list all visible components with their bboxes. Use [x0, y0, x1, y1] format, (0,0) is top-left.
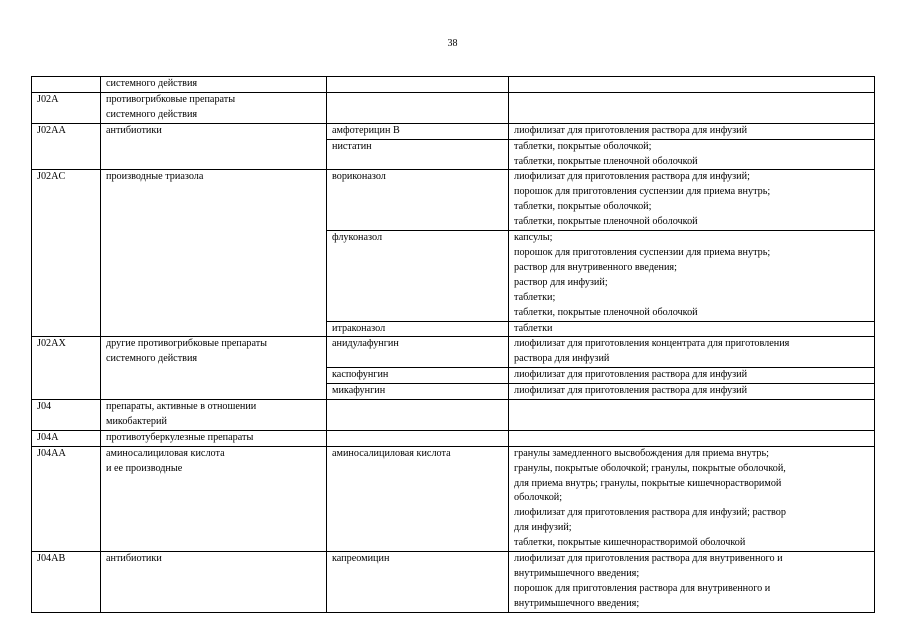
- cell-text-line: J04AA: [37, 447, 66, 459]
- atc-code-cell: [32, 77, 101, 93]
- cell-text-line: системного действия: [106, 353, 198, 365]
- drug-name-cell: [327, 139, 509, 170]
- table-row: [32, 552, 875, 613]
- atc-code-cell: [32, 337, 101, 400]
- table-row: [32, 337, 875, 368]
- cell-text-line: флуконазол: [332, 232, 383, 244]
- cell-text-line: лиофилизат для приготовления концентрата для приготовления: [514, 338, 790, 350]
- group-name-cell: [101, 77, 327, 93]
- group-name-cell: [101, 92, 327, 123]
- drug-name-cell: [327, 430, 509, 446]
- cell-text-line: раствор для внутривенного введения;: [514, 261, 677, 273]
- atc-code-cell: [32, 400, 101, 431]
- cell-text-line: J04A: [37, 431, 59, 443]
- group-name-cell: [101, 170, 327, 337]
- cell-text-line: лиофилизат для приготовления раствора для инфузий: [514, 124, 748, 136]
- table-row: [32, 92, 875, 123]
- cell-text-line: препараты, активные в отношении: [106, 401, 257, 413]
- cell-text-line: оболочкой;: [514, 492, 563, 504]
- table-row: [32, 430, 875, 446]
- table-row: [32, 170, 875, 231]
- cell-text-line: аминосалициловая кислота: [106, 447, 225, 459]
- cell-text-line: J04: [37, 401, 52, 413]
- cell-text-line: лиофилизат для приготовления раствора для инфузий;: [514, 171, 750, 183]
- cell-text-line: каспофунгин: [332, 369, 389, 381]
- cell-text-line: внутримышечного введения;: [514, 597, 640, 609]
- drug-name-cell: [327, 446, 509, 551]
- drug-name-cell: [327, 170, 509, 231]
- cell-text-line: анидулафунгин: [332, 338, 399, 350]
- cell-text-line: таблетки, покрытые оболочкой;: [514, 140, 652, 152]
- cell-text-line: [332, 77, 502, 92]
- cell-text-line: лиофилизат для приготовления раствора для инфузий: [514, 369, 748, 381]
- dosage-form-cell: [509, 368, 875, 384]
- table-row: [32, 77, 875, 93]
- cell-text-line: нистатин: [332, 140, 372, 152]
- cell-text-line: таблетки;: [514, 291, 556, 303]
- group-name-cell: [101, 446, 327, 551]
- cell-text-line: раствора для инфузий: [514, 353, 610, 365]
- cell-text-line: для инфузий;: [514, 522, 572, 534]
- cell-text-line: антибиотики: [106, 553, 162, 565]
- table-row: [32, 123, 875, 139]
- dosage-form-cell: [509, 231, 875, 321]
- table-body: [32, 77, 875, 613]
- cell-text-line: таблетки, покрытые пленочной оболочкой: [514, 216, 698, 228]
- cell-text-line: [514, 77, 868, 92]
- cell-text-line: вориконазол: [332, 171, 386, 183]
- table-row: [32, 446, 875, 551]
- cell-text-line: лиофилизат для приготовления раствора для внутривенного и: [514, 553, 783, 565]
- dosage-form-cell: [509, 337, 875, 368]
- page-number: 38: [447, 38, 458, 49]
- cell-text-line: таблетки, покрытые оболочкой;: [514, 201, 652, 213]
- cell-text-line: J02AC: [37, 171, 66, 183]
- cell-text-line: капсулы;: [514, 232, 553, 244]
- dosage-form-cell: [509, 139, 875, 170]
- cell-text-line: [332, 93, 502, 108]
- cell-text-line: J04AB: [37, 553, 66, 565]
- drug-name-cell: [327, 123, 509, 139]
- dosage-form-cell: [509, 92, 875, 123]
- cell-text-line: лиофилизат для приготовления раствора для инфузий: [514, 385, 748, 397]
- cell-text-line: антибиотики: [106, 124, 162, 136]
- atc-code-cell: [32, 123, 101, 170]
- cell-text-line: гранулы, покрытые оболочкой; гранулы, покрытые оболочкой,: [514, 462, 786, 474]
- cell-text-line: раствор для инфузий;: [514, 276, 608, 288]
- cell-text-line: лиофилизат для приготовления раствора для инфузий; раствор: [514, 507, 786, 519]
- cell-text-line: [332, 400, 502, 415]
- atc-code-cell: [32, 446, 101, 551]
- cell-text-line: таблетки, покрытые кишечнорастворимой оболочкой: [514, 537, 746, 549]
- group-name-cell: [101, 123, 327, 170]
- cell-text-line: порошок для приготовления суспензии для приема внутрь;: [514, 246, 771, 258]
- cell-text-line: другие противогрибковые препараты: [106, 338, 268, 350]
- atc-code-cell: [32, 552, 101, 613]
- dosage-form-cell: [509, 77, 875, 93]
- cell-text-line: J02AX: [37, 338, 66, 350]
- cell-text-line: таблетки: [514, 322, 553, 334]
- cell-text-line: капреомицин: [332, 553, 390, 565]
- cell-text-line: [37, 77, 94, 92]
- dosage-form-cell: [509, 446, 875, 551]
- cell-text-line: [332, 431, 502, 446]
- dosage-form-cell: [509, 321, 875, 337]
- group-name-cell: [101, 337, 327, 400]
- cell-text-line: итраконазол: [332, 322, 386, 334]
- cell-text-line: аминосалициловая кислота: [332, 447, 451, 459]
- cell-text-line: микобактерий: [106, 415, 167, 427]
- cell-text-line: системного действия: [106, 78, 198, 89]
- cell-text-line: таблетки, покрытые пленочной оболочкой: [514, 306, 698, 318]
- cell-text-line: системного действия: [106, 108, 198, 120]
- drug-name-cell: [327, 92, 509, 123]
- cell-text-line: таблетки, покрытые пленочной оболочкой: [514, 155, 698, 167]
- drug-name-cell: [327, 337, 509, 368]
- group-name-cell: [101, 552, 327, 613]
- drug-name-cell: [327, 552, 509, 613]
- dosage-form-cell: [509, 430, 875, 446]
- dosage-form-cell: [509, 552, 875, 613]
- atc-code-cell: [32, 430, 101, 446]
- drug-name-cell: [327, 400, 509, 431]
- dosage-form-cell: [509, 384, 875, 400]
- cell-text-line: J02A: [37, 93, 59, 105]
- cell-text-line: внутримышечного введения;: [514, 568, 640, 579]
- cell-text-line: противогрибковые препараты: [106, 93, 236, 105]
- cell-text-line: микафунгин: [332, 385, 386, 397]
- cell-text-line: производные триазола: [106, 171, 204, 183]
- cell-text-line: амфотерицин B: [332, 124, 400, 136]
- cell-text-line: порошок для приготовления раствора для внутривенного и: [514, 582, 771, 594]
- drug-table: [31, 76, 875, 613]
- cell-text-line: порошок для приготовления суспензии для приема внутрь;: [514, 186, 771, 198]
- atc-code-cell: [32, 92, 101, 123]
- drug-name-cell: [327, 77, 509, 93]
- cell-text-line: [514, 93, 868, 108]
- cell-text-line: и ее производные: [106, 462, 183, 474]
- drug-name-cell: [327, 368, 509, 384]
- cell-text-line: гранулы замедленного высвобождения для приема внутрь;: [514, 447, 769, 459]
- group-name-cell: [101, 430, 327, 446]
- drug-name-cell: [327, 231, 509, 321]
- cell-text-line: [514, 400, 868, 415]
- dosage-form-cell: [509, 400, 875, 431]
- atc-code-cell: [32, 170, 101, 337]
- cell-text-line: J02AA: [37, 124, 66, 136]
- dosage-form-cell: [509, 170, 875, 231]
- drug-name-cell: [327, 321, 509, 337]
- table-row: [32, 400, 875, 431]
- group-name-cell: [101, 400, 327, 431]
- drug-name-cell: [327, 384, 509, 400]
- cell-text-line: [514, 431, 868, 446]
- dosage-form-cell: [509, 123, 875, 139]
- cell-text-line: для приема внутрь; гранулы, покрытые кишечнорастворимой: [514, 477, 782, 489]
- cell-text-line: противотуберкулезные препараты: [106, 431, 254, 443]
